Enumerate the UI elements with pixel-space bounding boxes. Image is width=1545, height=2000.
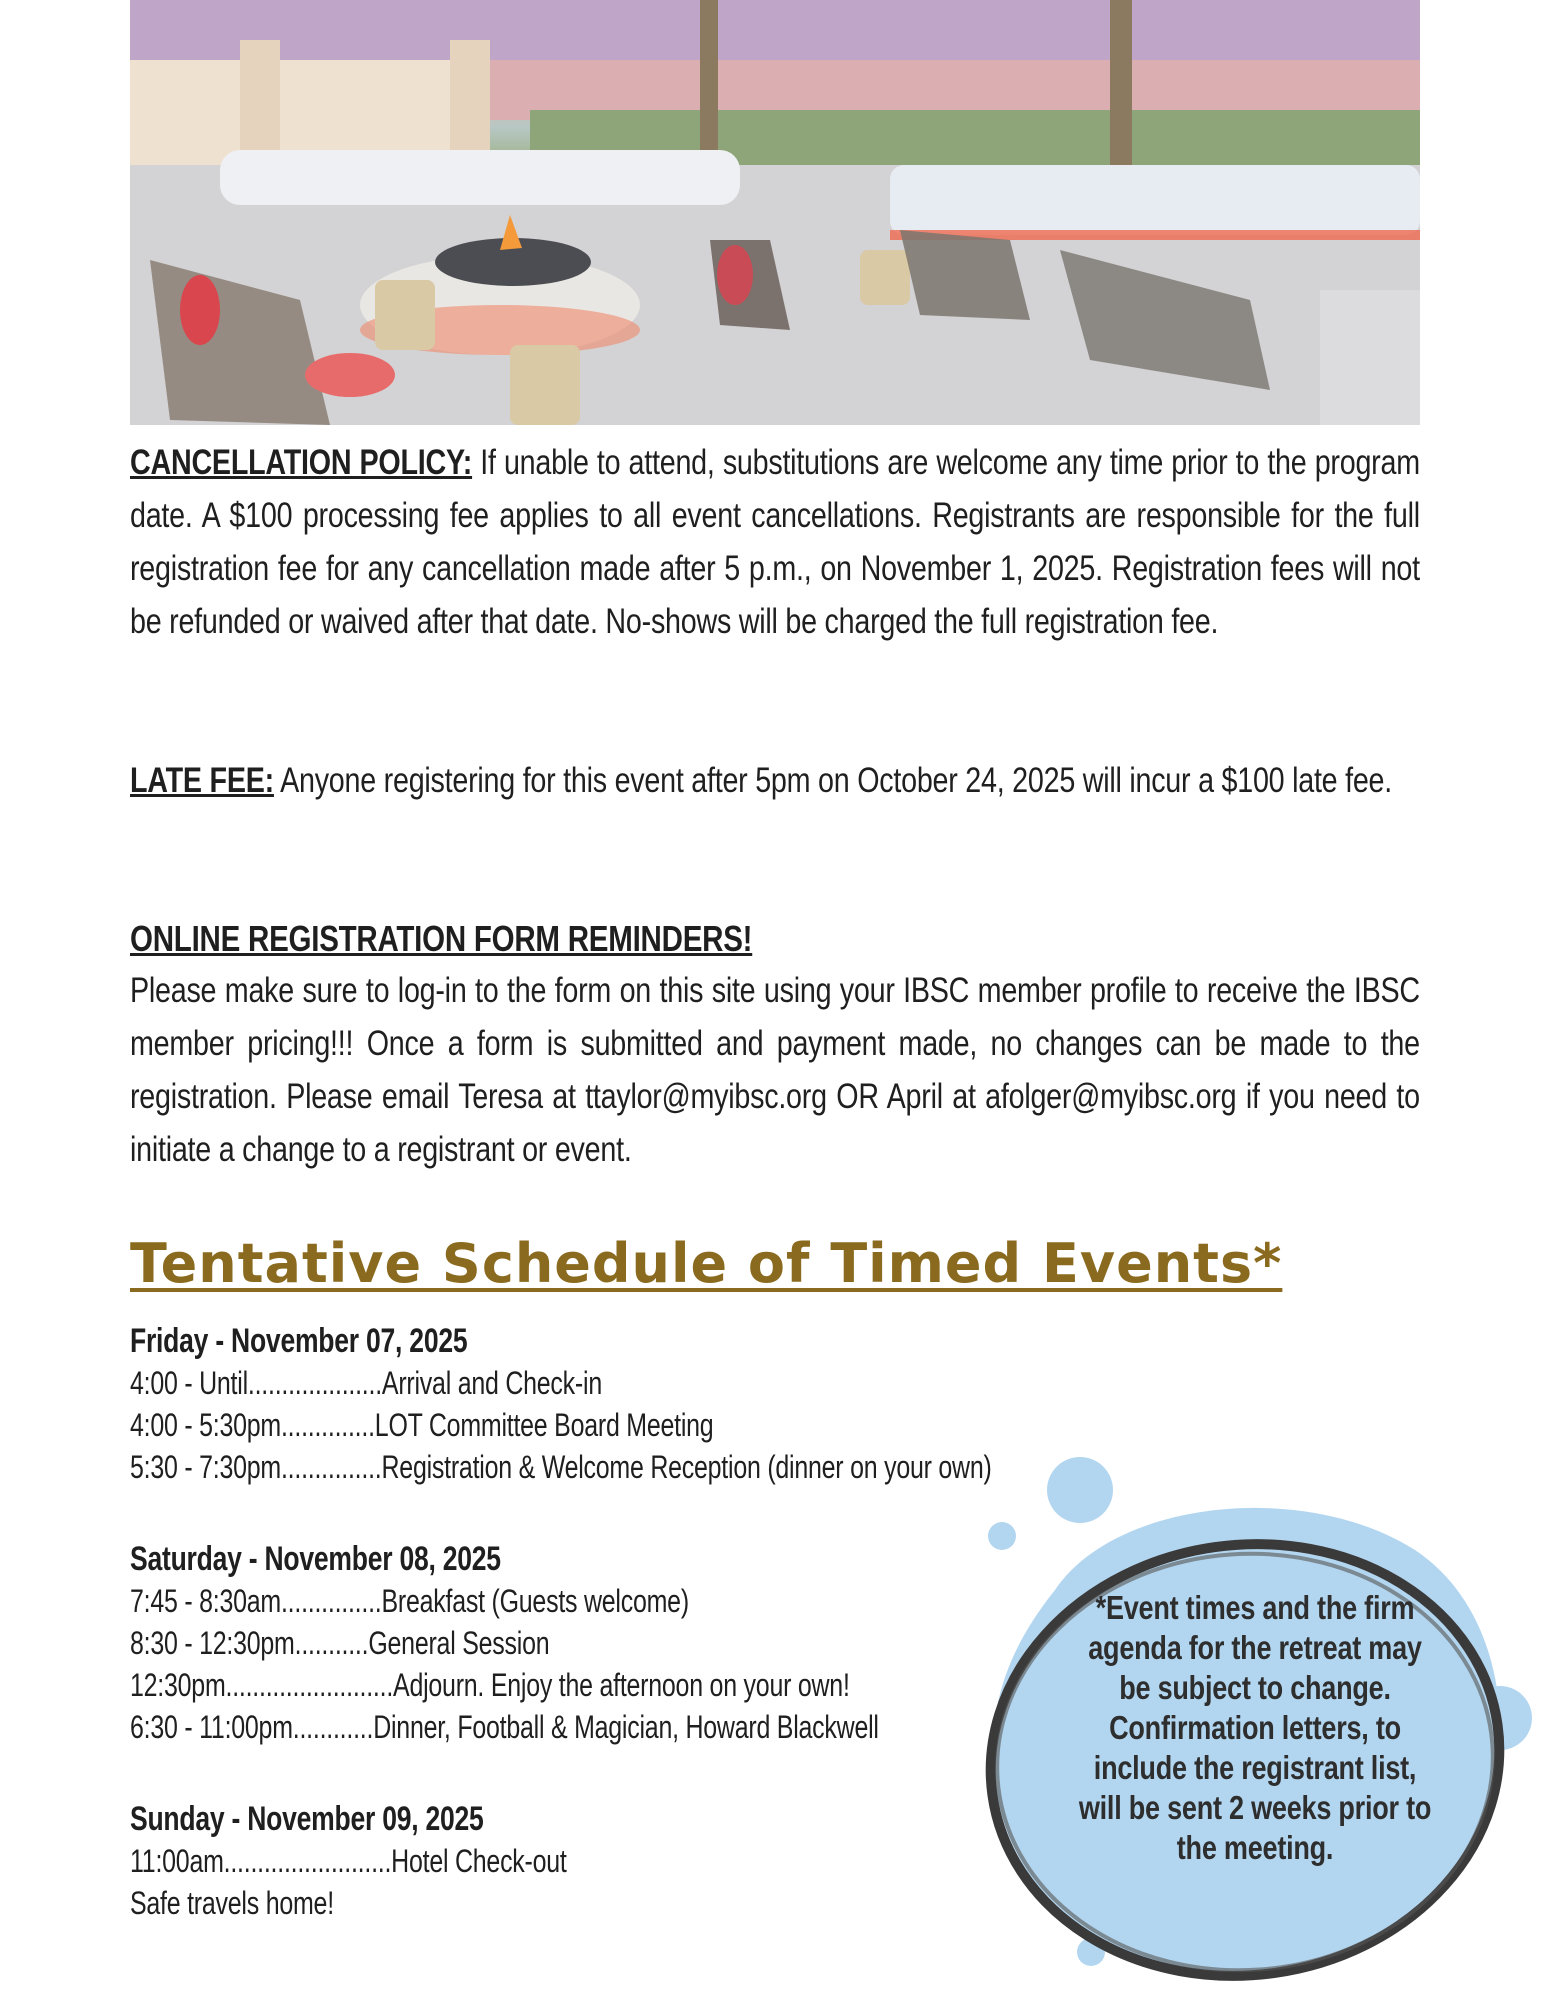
- registration-reminders-heading: ONLINE REGISTRATION FORM REMINDERS!: [130, 918, 753, 959]
- late-fee-text: Anyone registering for this event after 5pm on October 24, 2025 will incur a $100 late fee.: [273, 761, 1393, 800]
- schedule-item: 4:00 - Until....................Arrival and Check-in: [130, 1365, 602, 1401]
- schedule-item: 5:30 - 7:30pm...............Registration & Welcome Reception (dinner on your own): [130, 1449, 992, 1485]
- schedule-item: 7:45 - 8:30am...............Breakfast (Guests welcome): [130, 1583, 689, 1619]
- late-fee: [130, 754, 1420, 807]
- schedule-item: 11:00am.........................Hotel Check-out: [130, 1843, 567, 1879]
- schedule-item: 8:30 - 12:30pm...........General Session: [130, 1625, 550, 1661]
- day-heading: Saturday - November 08, 2025: [130, 1540, 501, 1578]
- day-heading: Friday - November 07, 2025: [130, 1322, 468, 1360]
- schedule-day-saturday: [130, 1538, 879, 1748]
- late-fee-label: LATE FEE:: [130, 761, 274, 800]
- hero-photo: [130, 0, 1420, 425]
- schedule-item: 6:30 - 11:00pm............Dinner, Football & Magician, Howard Blackwell: [130, 1709, 879, 1745]
- day-heading: Sunday - November 09, 2025: [130, 1800, 484, 1838]
- cancellation-policy: [130, 436, 1420, 648]
- schedule-note-callout: [945, 1440, 1535, 2000]
- patio-illustration: [130, 0, 1420, 425]
- cancellation-policy-label: CANCELLATION POLICY:: [130, 443, 473, 482]
- closing-line: Safe travels home!: [130, 1885, 334, 1921]
- schedule-note-text: *Event times and the firm agenda for the retreat may be subject to change. Confirmation letters, to include the registrant list, will be sent 2 weeks prior to the meeting.: [1078, 1589, 1432, 1866]
- schedule-day-sunday: [130, 1798, 567, 1924]
- schedule-item: 4:00 - 5:30pm..............LOT Committee Board Meeting: [130, 1407, 714, 1443]
- schedule-day-friday: [130, 1320, 992, 1488]
- registration-reminders-text: Please make sure to log-in to the form on this site using your IBSC member profile to receive the IBSC member pricing!!! Once a form is submitted and payment made, no changes can be made to the registration. Please email Teresa at ttaylor@myibsc.org OR April at afolger@myibsc.org if you need to initiate a change to a registrant or event.: [130, 971, 1420, 1169]
- cancellation-policy-text: If unable to attend, substitutions are welcome any time prior to the program date. A $100 processing fee applies to all event cancellations. Registrants are responsible for the full registration fee for any cancellation made after 5 p.m., on November 1, 2025. Registration fees will not be refunded or waived after that date. No-shows will be charged the full registration fee.: [130, 443, 1420, 641]
- schedule-item: 12:30pm.........................Adjourn. Enjoy the afternoon on your own!: [130, 1667, 850, 1703]
- schedule-title: Tentative Schedule of Timed Events*: [130, 1232, 1283, 1295]
